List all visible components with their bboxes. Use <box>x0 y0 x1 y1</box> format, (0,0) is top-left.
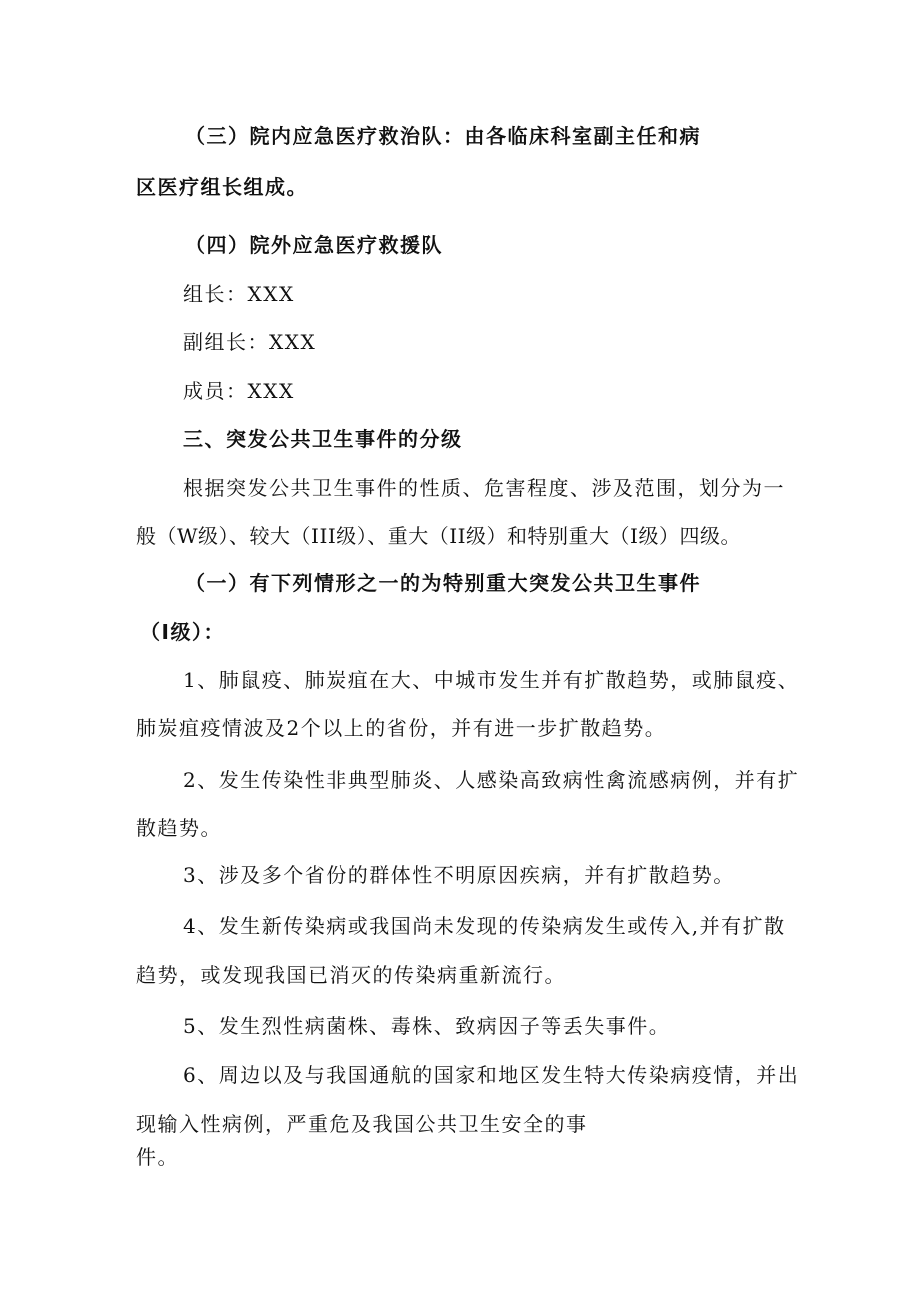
item4-line2: 趋势，或发现我国已消灭的传染病重新流行。 <box>136 963 566 987</box>
leader-line: 组长：XXX <box>183 282 295 306</box>
item2-line1: 2、发生传染性非典型肺炎、人感染高致病性禽流感病例，并有扩 <box>183 768 800 792</box>
team3-heading-line2: 区医疗组长组成。 <box>136 175 308 199</box>
deputy-leader-line: 副组长：XXX <box>183 330 317 354</box>
section3-intro-line1: 根据突发公共卫生事件的性质、危害程度、涉及范围，划分为一 <box>183 476 785 500</box>
team3-heading-line1: （三）院内应急医疗救治队：由各临床科室副主任和病 <box>185 124 701 148</box>
item6-line1: 6、周边以及与我国通航的国家和地区发生特大传染病疫情，并出 <box>183 1063 800 1087</box>
item6-line3: 件。 <box>136 1145 179 1169</box>
item3-line: 3、涉及多个省份的群体性不明原因疾病，并有扩散趋势。 <box>183 863 735 887</box>
sub1-heading-line2: （I级）： <box>140 620 225 644</box>
members-line: 成员：XXX <box>183 379 295 403</box>
item1-line2: 肺炭疽疫情波及2个以上的省份，并有进一步扩散趋势。 <box>136 716 667 740</box>
item4-line1: 4、发生新传染病或我国尚未发现的传染病发生或传入,并有扩散 <box>183 914 786 938</box>
team4-heading: （四）院外应急医疗救援队 <box>185 233 443 257</box>
section3-intro-line2: 般（W级）、较大（III级）、重大（II级）和特别重大（I级）四级。 <box>136 524 741 548</box>
section3-heading: 三、突发公共卫生事件的分级 <box>183 427 463 451</box>
item2-line2: 散趋势。 <box>136 816 222 840</box>
item5-line: 5、发生烈性病菌株、毒株、致病因子等丢失事件。 <box>183 1014 671 1038</box>
item6-line2: 现输入性病例，严重危及我国公共卫生安全的事 <box>136 1112 588 1136</box>
sub1-heading-line1: （一）有下列情形之一的为特别重大突发公共卫生事件 <box>185 571 701 595</box>
item1-line1: 1、肺鼠疫、肺炭疽在大、中城市发生并有扩散趋势，或肺鼠疫、 <box>183 668 800 692</box>
